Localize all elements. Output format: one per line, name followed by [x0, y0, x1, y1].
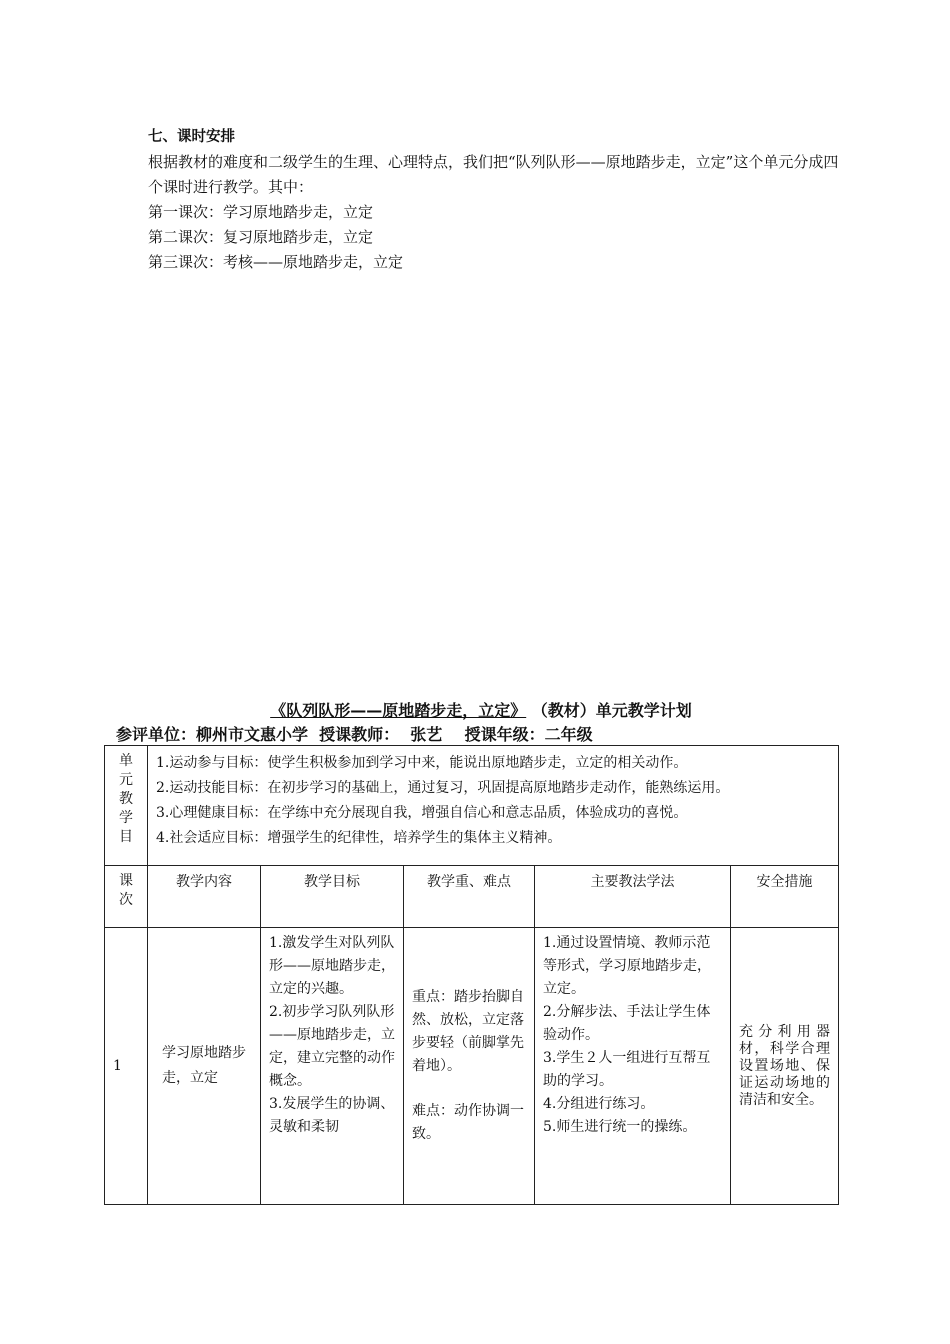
difficulty-point: 难点：动作协调一致。: [412, 1103, 524, 1142]
header-key-points: 教学重、难点: [404, 866, 535, 928]
unit-plan-table: [104, 745, 839, 1205]
plan-title: [116, 698, 846, 721]
objective-1: 1.激发学生对队列队形——原地踏步走，立定的兴趣。: [269, 935, 395, 997]
section-intro: 根据教材的难度和二级学生的生理、心理特点，我们把“队列队形——原地踏步走，立定”这个单元分成四个课时进行教学。其中：: [148, 153, 839, 196]
objective-2: 2.初步学习队列队形——原地踏步走，立定，建立完整的动作概念。: [269, 1004, 395, 1089]
header-safety: 安全措施: [731, 866, 839, 928]
lesson-schedule-section: [116, 125, 846, 275]
method-1: 1.通过设置情境、教师示范等形式，学习原地踏步走，立定。: [543, 935, 711, 997]
unit-goals: [148, 746, 839, 866]
lesson-methods: [535, 928, 731, 1205]
method-2: 2.分解步法、手法让学生体验动作。: [543, 1004, 711, 1043]
key-point: 重点：踏步抬脚自然、放松，立定落步要轻（前脚掌先着地）。: [412, 989, 524, 1074]
header-row: [105, 866, 839, 928]
header-content: 教学内容: [148, 866, 261, 928]
goal-1: 1.运动参与目标：使学生积极参加到学习中来，能说出原地踏步走，立定的相关动作。: [156, 755, 688, 771]
lesson-row-1: [105, 928, 839, 1205]
plan-meta: 参评单位：柳州市文惠小学 授课教师： 张艺 授课年级：二年级: [116, 725, 593, 744]
method-4: 4.分组进行练习。: [543, 1096, 655, 1112]
objective-3: 3.发展学生的协调、灵敏和柔韧: [269, 1096, 395, 1135]
lesson-line-2: 第二课次：复习原地踏步走，立定: [148, 228, 374, 246]
lesson-objectives: [261, 928, 404, 1205]
header-methods: 主要教法学法: [535, 866, 731, 928]
lesson-line-1: 第一课次：学习原地踏步走，立定: [148, 203, 374, 221]
unit-goals-row: [105, 746, 839, 866]
goal-4: 4.社会适应目标：增强学生的纪律性，培养学生的集体主义精神。: [156, 830, 562, 846]
goal-2: 2.运动技能目标：在初步学习的基础上，通过复习，巩固提高原地踏步走动作，能熟练运用。: [156, 780, 730, 796]
plan-title-name: 《队列队形——原地踏步走，立定》: [270, 701, 527, 720]
unit-goal-label: 单 元 教 学 目: [105, 746, 148, 866]
plan-title-suffix: （教材）单元教学计划: [531, 701, 692, 720]
header-lesson: 课 次: [105, 866, 148, 928]
goal-3: 3.心理健康目标：在学练中充分展现自我，增强自信心和意志品质，体验成功的喜悦。: [156, 805, 688, 821]
lesson-content: 学习原地踏步走，立定: [148, 928, 261, 1205]
lesson-key-points: [404, 928, 535, 1205]
section-title: 七、课时安排: [148, 129, 235, 145]
lesson-safety: 充分利用器材，科学合理设置场地、保证运动场地的清洁和安全。: [731, 928, 839, 1205]
method-3: 3.学生２人一组进行互帮互助的学习。: [543, 1050, 711, 1089]
header-objective: 教学目标: [261, 866, 404, 928]
lesson-number: 1: [105, 928, 148, 1205]
lesson-line-3: 第三课次：考核——原地踏步走，立定: [148, 253, 404, 271]
method-5: 5.师生进行统一的操练。: [543, 1119, 697, 1135]
